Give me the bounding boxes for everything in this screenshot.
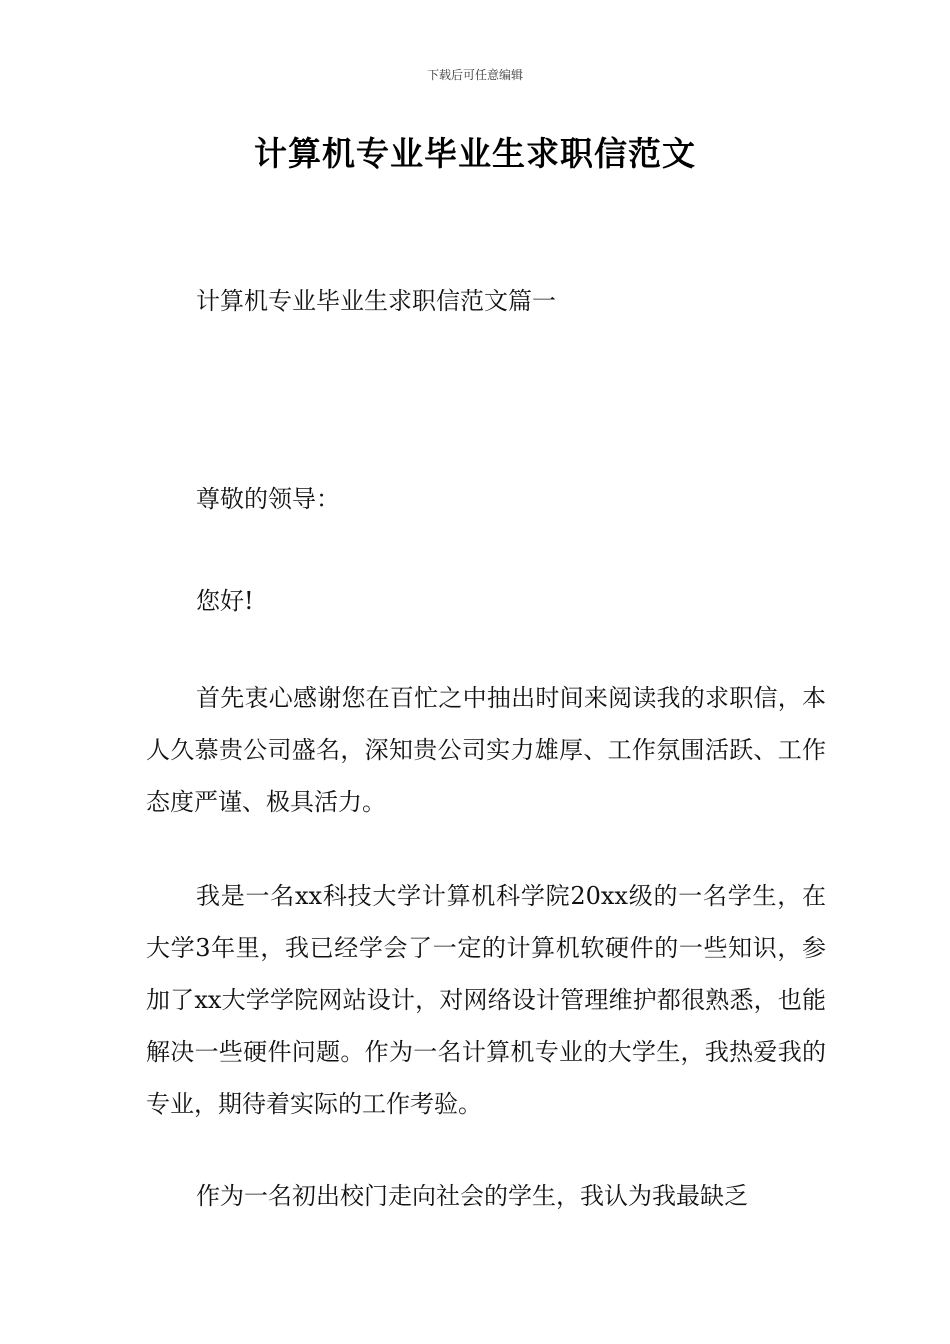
body-paragraph-1: 首先衷心感谢您在百忙之中抽出时间来阅读我的求职信，本人久慕贵公司盛名，深知贵公司实力雄厚、工作氛围活跃、工作态度严谨、极具活力。 (146, 684, 826, 816)
salutation: 尊敬的领导： (196, 485, 340, 513)
body-paragraph-2: 我是一名xx科技大学计算机科学院20xx级的一名学生，在大学3年里，我已经学会了一定的计算机软硬件的一些知识，参加了xx大学学院网站设计，对网络设计管理维护都很熟悉，也能解决一些硬件问题。作为一名计算机专业的大学生，我热爱我的专业，期待着实际的工作考验。 (146, 882, 826, 1118)
greeting: 您好! (196, 587, 254, 615)
body-paragraph-3: 作为一名初出校门走向社会的学生，我认为我最缺乏 (196, 1182, 748, 1210)
document-subtitle: 计算机专业毕业生求职信范文篇一 (196, 287, 556, 315)
page-header-note: 下载后可任意编辑 (426, 68, 523, 82)
document-title: 计算机专业毕业生求职信范文 (254, 134, 696, 173)
